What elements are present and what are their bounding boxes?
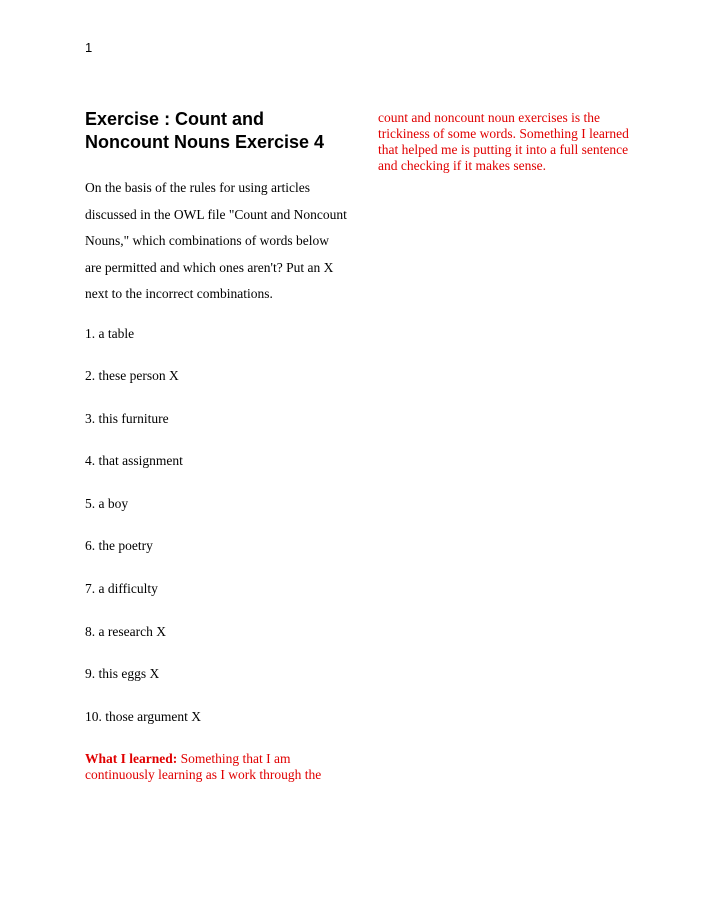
exercise-item: 3. this furniture bbox=[85, 410, 169, 426]
exercise-item: 2. these person X bbox=[85, 368, 179, 384]
reflection-text-start: Something that I am continuously learning as I work through the bbox=[85, 751, 322, 783]
exercise-item: 7. a difficulty bbox=[85, 581, 158, 597]
exercise-item: 6. the poetry bbox=[85, 538, 153, 554]
exercise-item: 4. that assignment bbox=[85, 453, 183, 469]
exercise-instructions: On the basis of the rules for using articles discussed in the OWL file "Count and Noncount Nouns," which combinations of words below are permitted and which ones aren't? Put an X next to the incorrect combinations. bbox=[85, 180, 347, 301]
exercise-items bbox=[85, 326, 347, 725]
exercise-item: 10. those argument X bbox=[85, 708, 201, 724]
exercise-item: 5. a boy bbox=[85, 495, 129, 511]
exercise-item: 1. a table bbox=[85, 325, 135, 341]
right-column bbox=[378, 110, 648, 174]
reflection-label: What I learned: bbox=[85, 751, 178, 767]
exercise-title: Exercise : Count and Noncount Nouns Exercise 4 bbox=[85, 109, 325, 152]
reflection-text-continued: count and noncount noun exercises is the trickiness of some words. Something I learned that helped me is putting it into a full sentence and checking if it makes sense. bbox=[378, 110, 629, 173]
page-number: 1 bbox=[85, 40, 93, 55]
reflection-paragraph bbox=[85, 751, 347, 783]
left-column bbox=[85, 108, 347, 783]
exercise-item: 9. this eggs X bbox=[85, 666, 160, 682]
exercise-item: 8. a research X bbox=[85, 623, 166, 639]
